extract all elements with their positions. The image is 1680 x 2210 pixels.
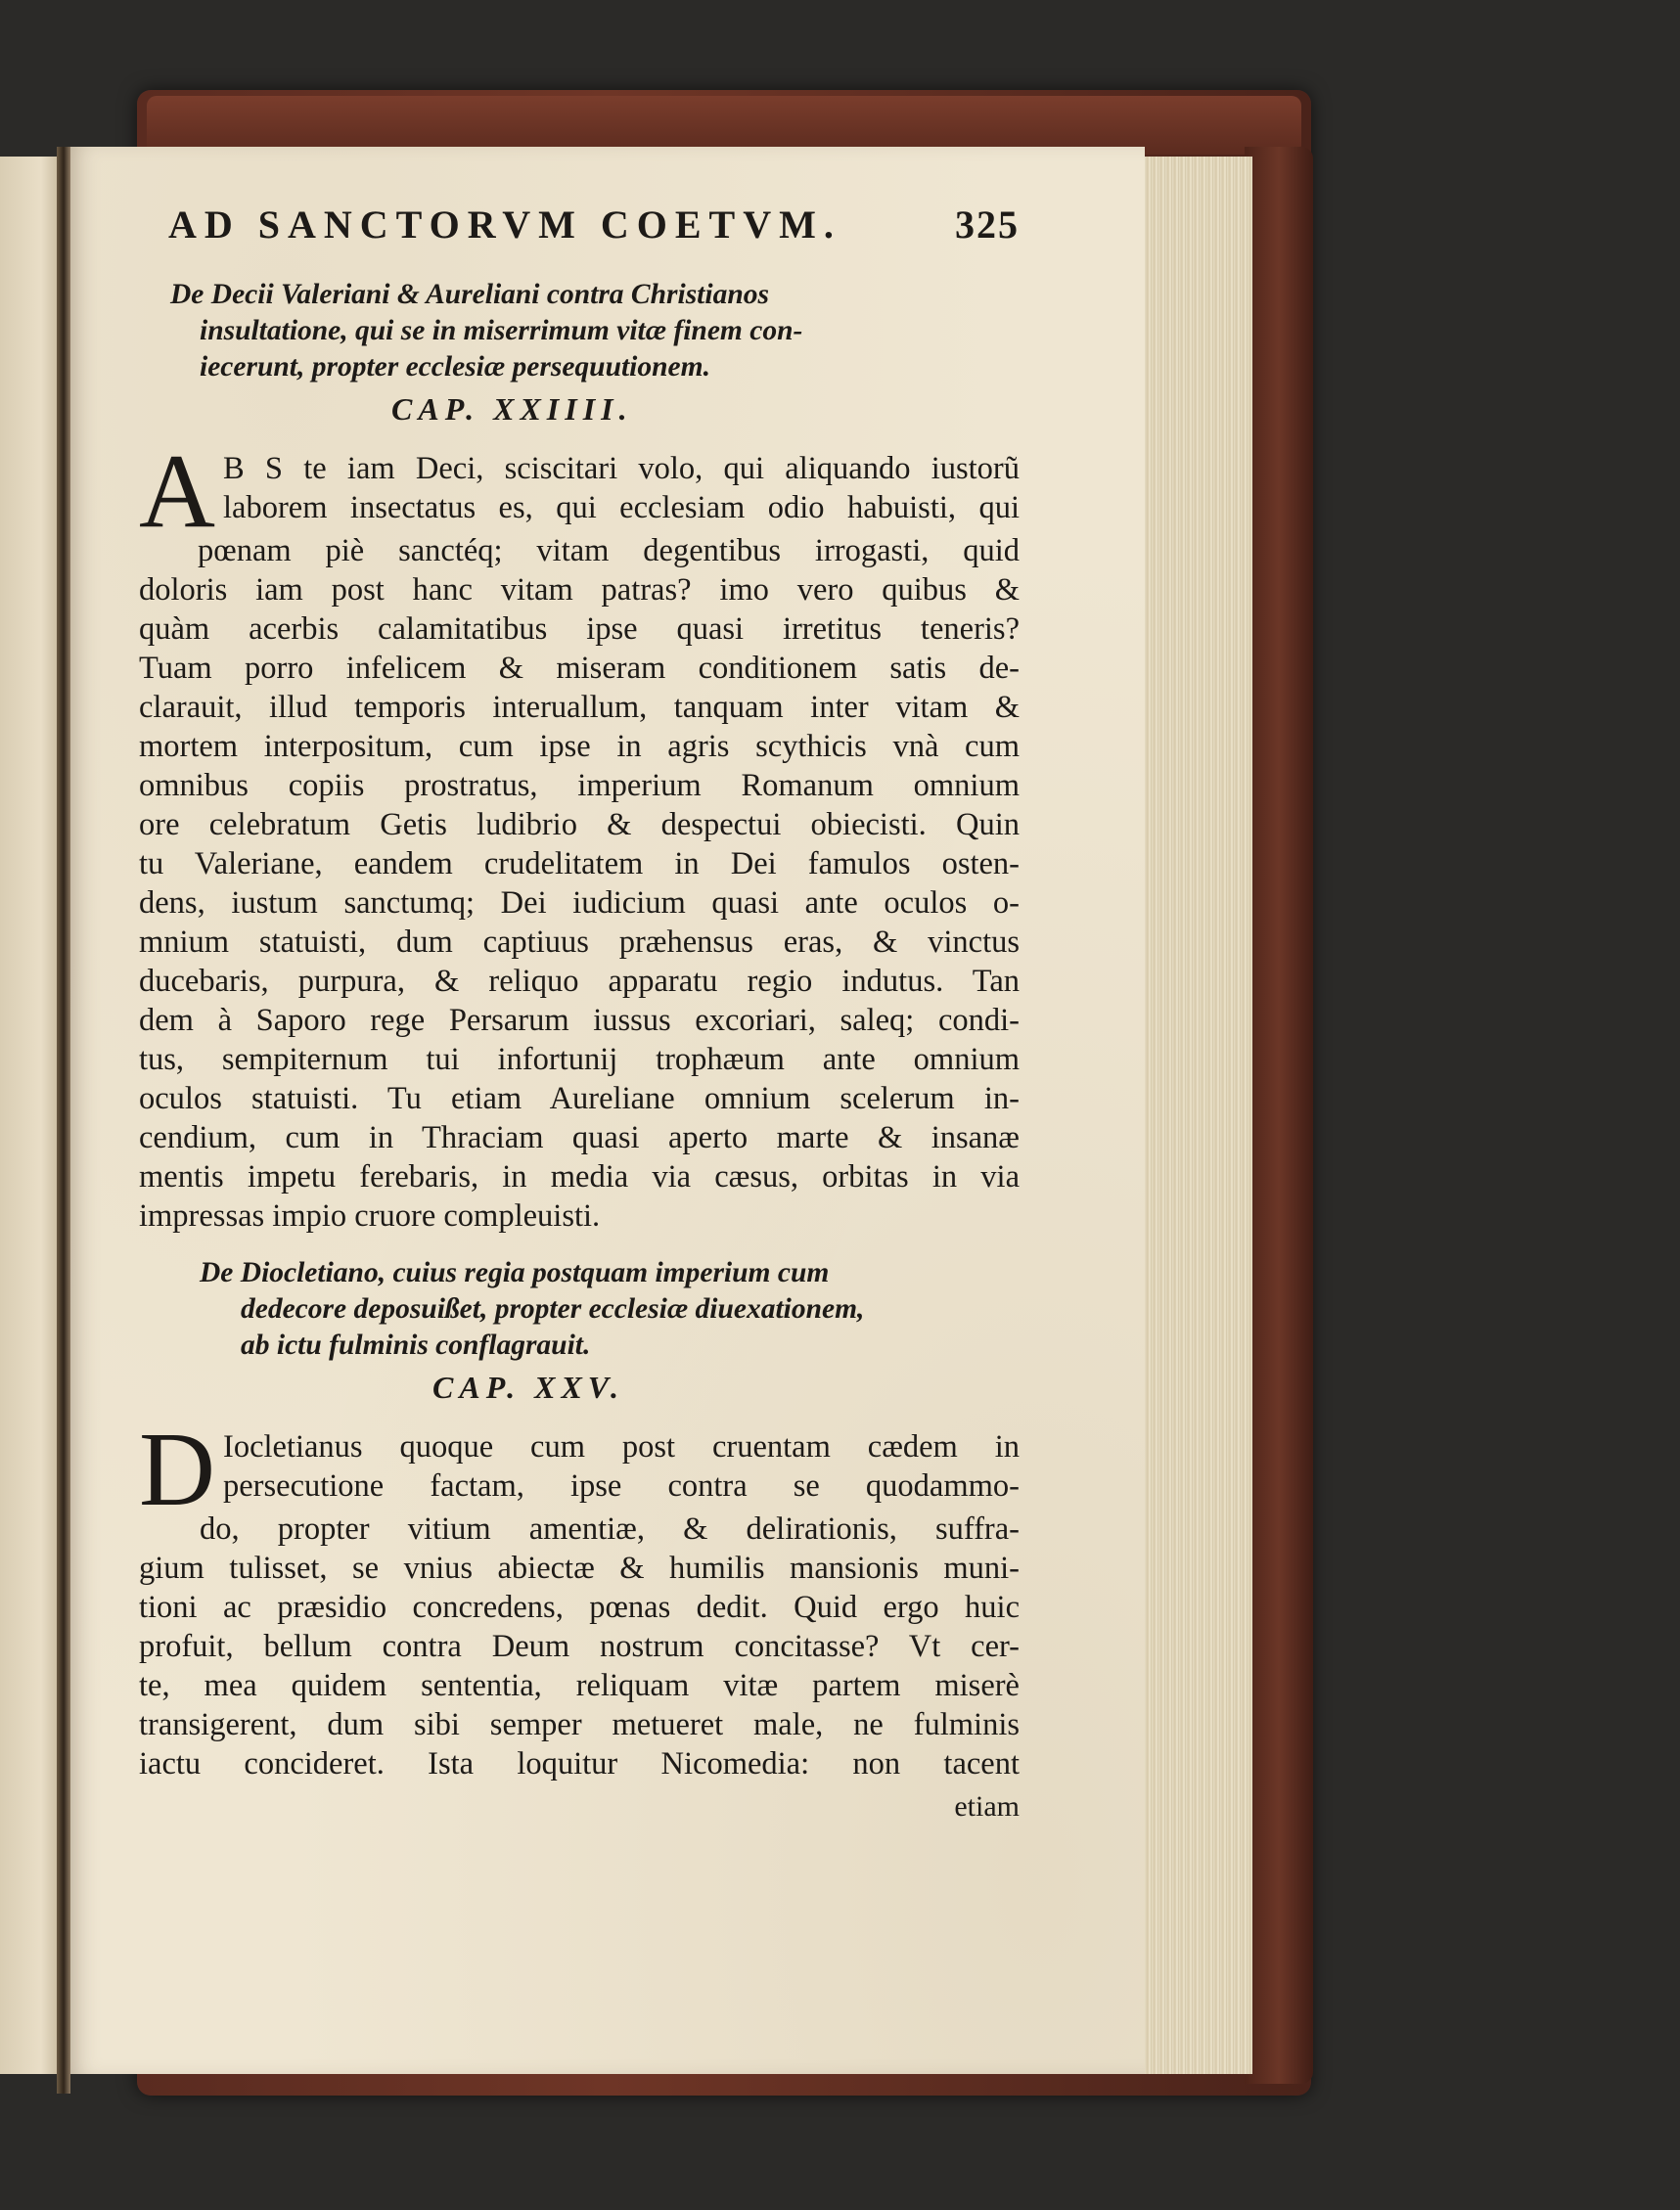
chapter-heading-line: De Decii Valeriani & Aureliani contra Christianos bbox=[170, 279, 769, 310]
text-line: persecutione factam, ipse contra se quodammo- bbox=[223, 1468, 1020, 1504]
text-line: tioni ac præsidio concredens, pœnas dedit. Quid ergo huic bbox=[139, 1590, 1020, 1625]
text-line: transigerent, dum sibi semper metueret male, ne fulminis bbox=[139, 1707, 1020, 1742]
chapter-body bbox=[139, 1412, 1020, 1827]
catchword: etiam bbox=[954, 1790, 1020, 1823]
chapter-body bbox=[139, 433, 1020, 1236]
chapter-heading bbox=[170, 277, 1020, 385]
chapter-heading bbox=[200, 1255, 1020, 1364]
text-line: mnium statuisti, dum captiuus præhensus eras, & vinctus bbox=[139, 925, 1020, 960]
book-gutter bbox=[57, 147, 70, 2094]
running-head bbox=[168, 202, 1020, 248]
text-line: doloris iam post hanc vitam patras? imo vero quibus & bbox=[139, 572, 1020, 608]
text-line: cendium, cum in Thraciam quasi aperto marte & insanæ bbox=[139, 1120, 1020, 1155]
text-line: dens, iustum sanctumq; Dei iudicium quasi ante oculos o- bbox=[139, 885, 1020, 921]
text-line: B S te iam Deci, sciscitari volo, qui aliquando iustorũ bbox=[223, 451, 1020, 486]
text-line: quàm acerbis calamitatibus ipse quasi irretitus teneris? bbox=[139, 611, 1020, 647]
text-line: Tuam porro infelicem & miseram conditionem satis de- bbox=[139, 651, 1020, 686]
text-line: te, mea quidem sententia, reliquam vitæ partem miserè bbox=[139, 1668, 1020, 1703]
chapter-heading-line: dedecore deposuißet, propter ecclesiæ diuexationem, bbox=[241, 1293, 865, 1325]
book-cover-top bbox=[147, 96, 1301, 155]
text-line: impressas impio cruore compleuisti. bbox=[139, 1198, 601, 1234]
text-line: ore celebratum Getis ludibrio & despectui obiecisti. Quin bbox=[139, 807, 1020, 842]
text-line: tu Valeriane, eandem crudelitatem in Dei famulos osten- bbox=[139, 846, 1020, 881]
text-line: mentis impetu ferebaris, in media via cæsus, orbitas in via bbox=[139, 1159, 1020, 1195]
drop-cap: A bbox=[139, 433, 215, 550]
chapter-heading-line: ab ictu fulminis conflagrauit. bbox=[241, 1330, 591, 1361]
chapter-number: CAP. XXV. bbox=[432, 1370, 625, 1405]
text-line: oculos statuisti. Tu etiam Aureliane omnium scelerum in- bbox=[139, 1081, 1020, 1116]
page-text-block bbox=[139, 202, 1020, 1827]
chapter-heading-line: iecerunt, propter ecclesiæ persequutionem. bbox=[200, 351, 710, 383]
text-line: profuit, bellum contra Deum nostrum concitasse? Vt cer- bbox=[139, 1629, 1020, 1664]
book-page bbox=[68, 147, 1145, 2074]
text-line: gium tulisset, se vnius abiectæ & humilis mansionis muni- bbox=[139, 1551, 1020, 1586]
text-line: iactu concideret. Ista loquitur Nicomedia: non tacent bbox=[139, 1746, 1020, 1782]
drop-cap: D bbox=[139, 1412, 215, 1528]
text-line: tus, sempiternum tui infortunij trophæum ante omnium bbox=[139, 1042, 1020, 1077]
text-line: pœnam piè sanctéq; vitam degentibus irrogasti, quid bbox=[198, 533, 1020, 568]
text-line: clarauit, illud temporis interuallum, tanquam inter vitam & bbox=[139, 690, 1020, 725]
text-line: ducebaris, purpura, & reliquo apparatu regio indutus. Tan bbox=[139, 964, 1020, 999]
running-head-title: AD SANCTORVM COETVM. bbox=[168, 203, 841, 247]
chapter-heading-line: De Diocletiano, cuius regia postquam imperium cum bbox=[200, 1257, 830, 1288]
text-line: mortem interpositum, cum ipse in agris scythicis vnà cum bbox=[139, 729, 1020, 764]
chapter-heading-line: insultatione, qui se in miserrimum vitæ finem con- bbox=[200, 315, 803, 346]
text-line: do, propter vitium amentiæ, & delirationis, suffra- bbox=[200, 1511, 1020, 1547]
text-line: dem à Saporo rege Persarum iussus excoriari, saleq; condi- bbox=[139, 1003, 1020, 1038]
text-line: omnibus copiis prostratus, imperium Romanum omnium bbox=[139, 768, 1020, 803]
page-number: 325 bbox=[955, 203, 1020, 247]
text-line: Iocletianus quoque cum post cruentam cædem in bbox=[223, 1429, 1020, 1465]
text-line: laborem insectatus es, qui ecclesiam odio habuisti, qui bbox=[223, 490, 1020, 525]
page-fore-edge bbox=[1143, 157, 1252, 2074]
book-cover-edge bbox=[1245, 147, 1313, 2084]
chapter-number: CAP. XXIIII. bbox=[391, 391, 633, 427]
